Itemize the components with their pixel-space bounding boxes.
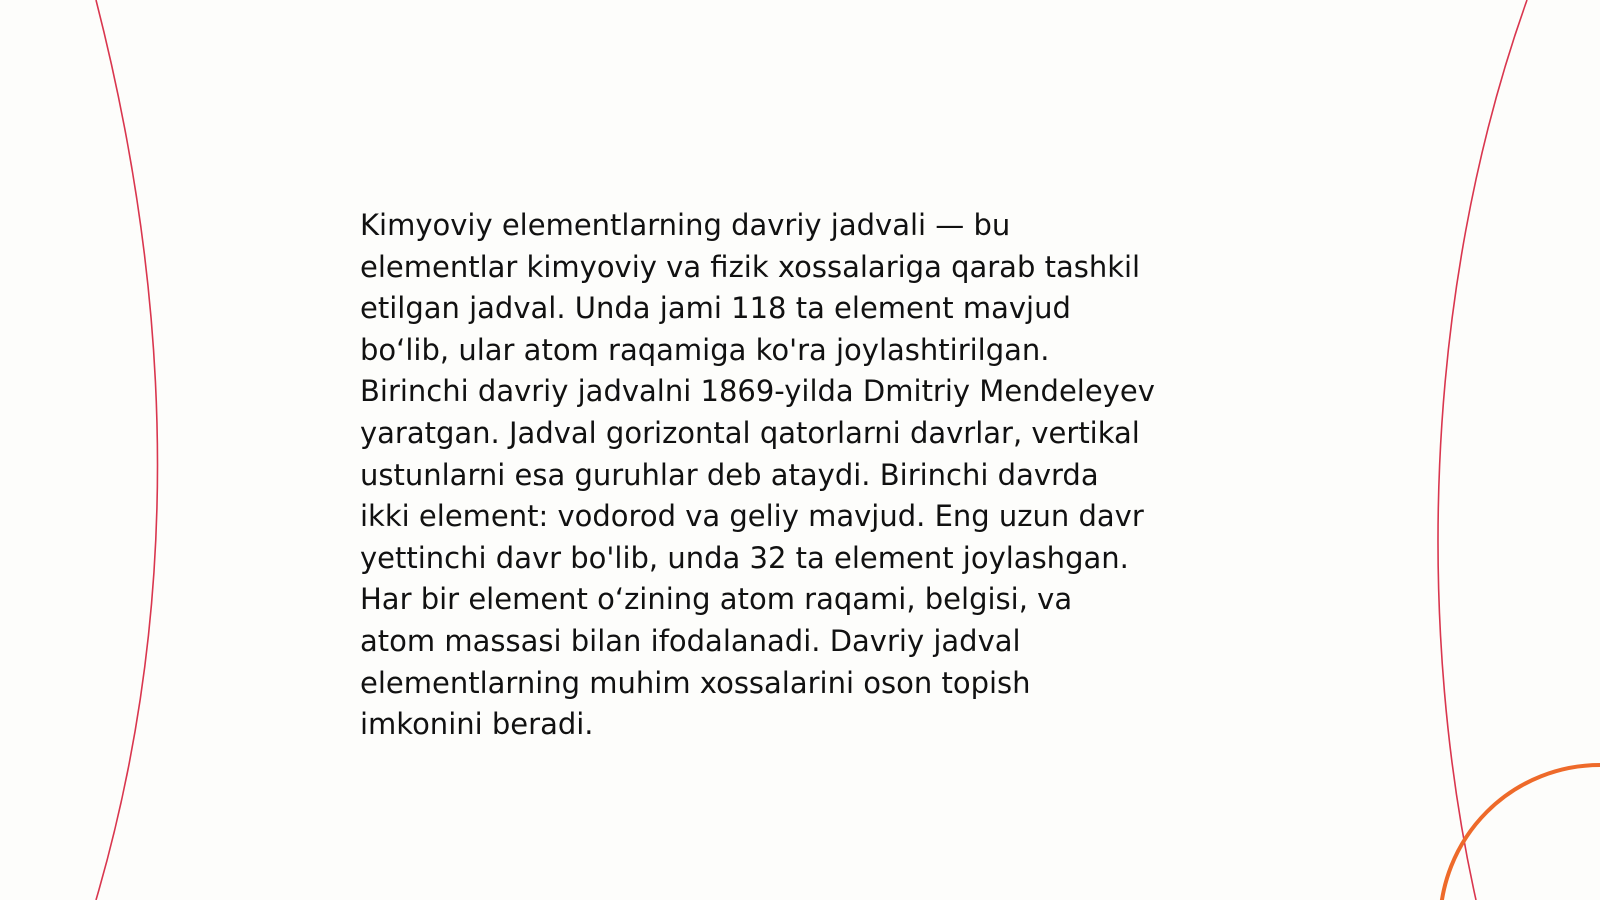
paragraph-line: bo‘lib, ular atom raqamiga ko'ra joylashtirilgan. bbox=[360, 332, 1050, 367]
paragraph-line: yettinchi davr bo'lib, unda 32 ta element joylashgan. bbox=[360, 540, 1129, 575]
paragraph-line: elementlarning muhim xossalarini oson topish bbox=[360, 665, 1031, 700]
paragraph-line: Har bir element o‘zining atom raqami, belgisi, va bbox=[360, 582, 1073, 617]
left-red-arc bbox=[96, 0, 158, 900]
paragraph-line: yaratgan. Jadval gorizontal qatorlarni davrlar, vertikal bbox=[360, 415, 1140, 450]
paragraph-line: Birinchi davriy jadvalni 1869-yilda Dmitriy Mendeleyev bbox=[360, 374, 1155, 409]
paragraph-line: imkonini beradi. bbox=[360, 707, 594, 742]
paragraph-line: ikki element: vodorod va geliy mavjud. Eng uzun davr bbox=[360, 499, 1144, 534]
paragraph-line: Kimyoviy elementlarning davriy jadvali — bu bbox=[360, 208, 1011, 242]
paragraph-line: ustunlarni esa guruhlar deb ataydi. Birinchi davrda bbox=[360, 457, 1099, 492]
body-paragraph bbox=[360, 205, 1260, 746]
paragraph-line: etilgan jadval. Unda jami 118 ta element mavjud bbox=[360, 291, 1071, 326]
orange-circle-arc bbox=[1440, 765, 1600, 900]
paragraph-line: elementlar kimyoviy va fizik xossalariga qarab tashkil bbox=[360, 249, 1141, 284]
paragraph-line: atom massasi bilan ifodalanadi. Davriy jadval bbox=[360, 623, 1021, 658]
right-red-arc bbox=[1438, 0, 1527, 900]
